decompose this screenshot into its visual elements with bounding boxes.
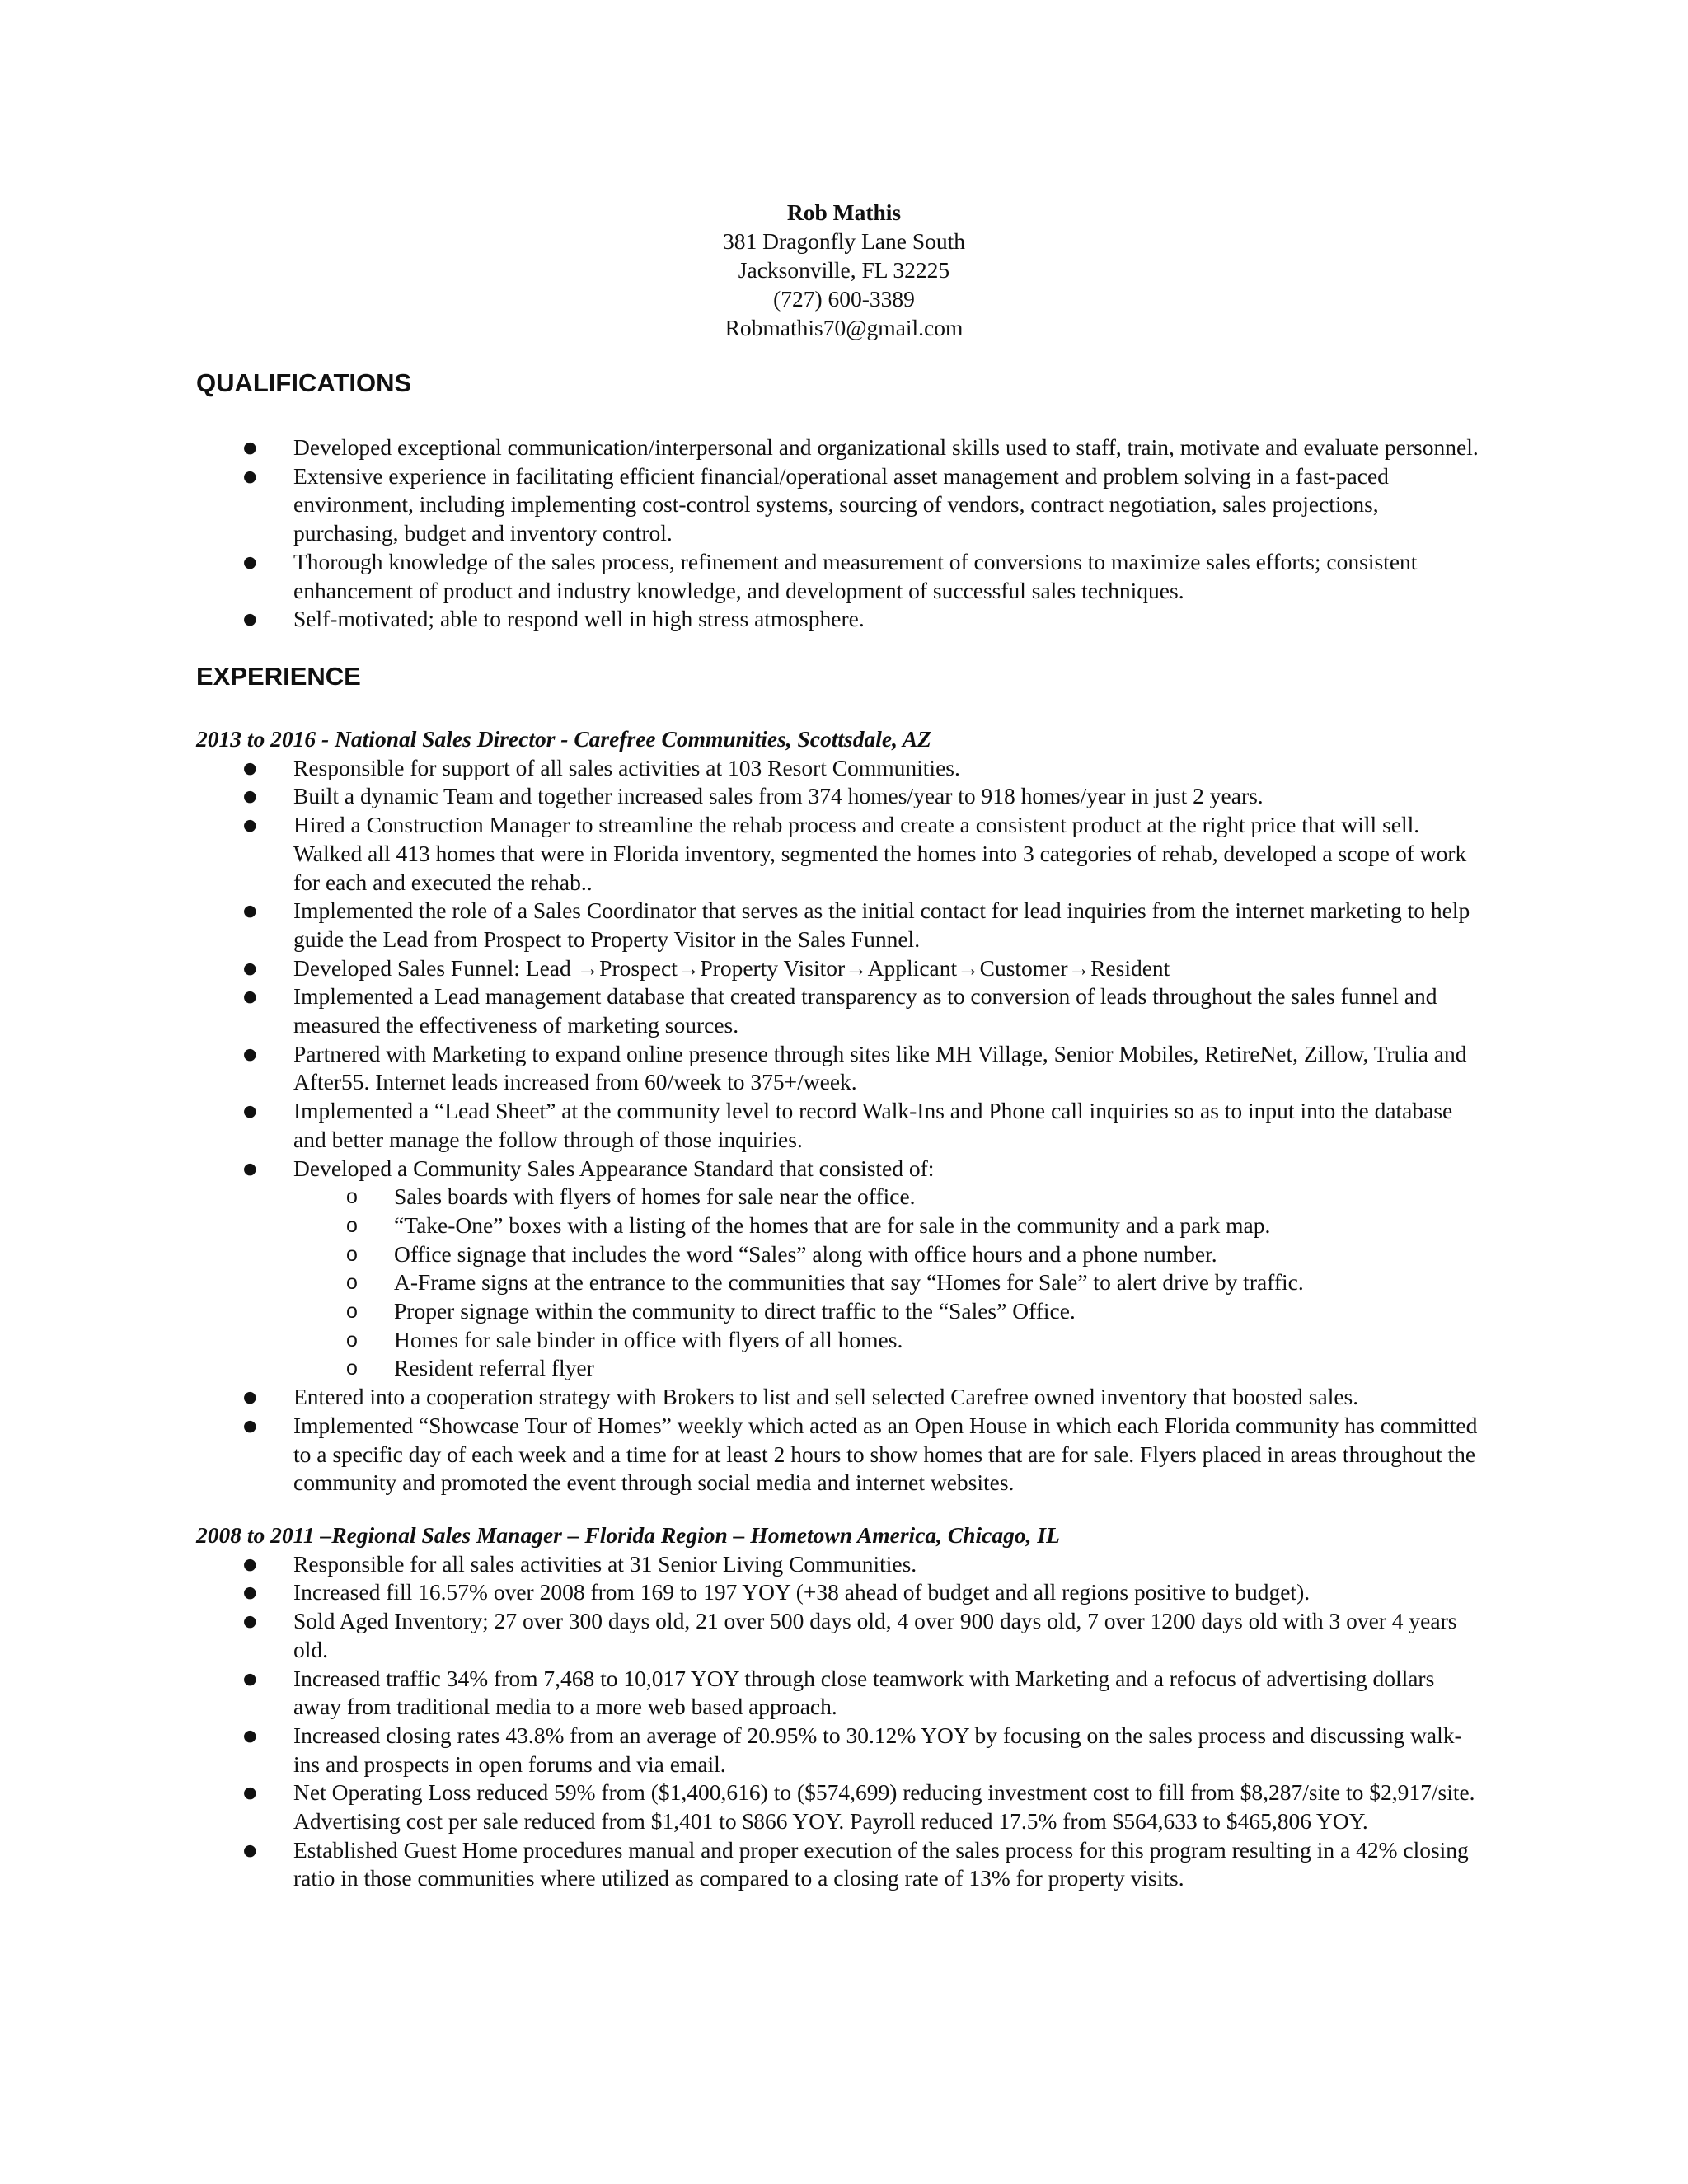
standard-item: o “Take-One” boxes with a listing of the homes that are for sale in the community and a park map.	[196, 1212, 1482, 1240]
appearance-standard-list	[196, 1183, 1482, 1383]
job-title: 2013 to 2016 - National Sales Director - Carefree Communities, Scottsdale, AZ	[196, 726, 931, 752]
job-bullet: ● Sold Aged Inventory; 27 over 300 days old, 21 over 500 days old, 4 over 900 days old, 7 over 1200 days old with 3 over 4 years old.	[196, 1607, 1482, 1664]
job-bullet: ● Hired a Construction Manager to streamline the rehab process and create a consistent product at the right price that will sell. Walked all 413 homes that were in Florida inventory, segmented the homes into 3 categories of rehab, developed a scope of work for each and executed the rehab..	[196, 811, 1482, 897]
standard-item: o Resident referral flyer	[196, 1354, 1482, 1383]
email-address: Robmathis70@gmail.com	[724, 315, 964, 340]
city-state-zip: Jacksonville, FL 32225	[738, 257, 950, 283]
job-bullets	[196, 1550, 1482, 1893]
job-bullet: ● Established Guest Home procedures manual and proper execution of the sales process for this program resulting in a 42% closing ratio in those communities where utilized as compared to a closing rate of 13% for property visits.	[196, 1836, 1482, 1893]
job-bullets	[196, 754, 1482, 1183]
phone-number: (727) 600-3389	[773, 286, 915, 312]
job-bullet: ● Implemented “Showcase Tour of Homes” weekly which acted as an Open House in which each Florida community has committed to a specific day of each week and a time for at least 2 hours to show homes that are for sale. Flyers placed in areas throughout the community and promoted the event through social media and internet websites.	[196, 1412, 1482, 1497]
job-bullet: ● Entered into a cooperation strategy with Brokers to list and sell selected Carefree owned inventory that boosted sales.	[196, 1383, 1482, 1412]
job-bullet: ● Responsible for support of all sales activities at 103 Resort Communities.	[196, 754, 1482, 783]
standard-item: o Proper signage within the community to direct traffic to the “Sales” Office.	[196, 1297, 1482, 1326]
job-hometown	[196, 1521, 1482, 1893]
job-bullet: ● Built a dynamic Team and together increased sales from 374 homes/year to 918 homes/year in just 2 years.	[196, 782, 1482, 811]
standard-item: o Office signage that includes the word “Sales” along with office hours and a phone number.	[196, 1240, 1482, 1269]
job-title: 2008 to 2011 –Regional Sales Manager – Florida Region – Hometown America, Chicago, IL	[196, 1522, 1060, 1548]
job-bullet: ● Developed Sales Funnel: Lead →Prospect→Property Visitor→Applicant→Customer→Resident	[196, 954, 1482, 983]
standard-item: o Homes for sale binder in office with flyers of all homes.	[196, 1326, 1482, 1355]
job-bullet: ● Increased closing rates 43.8% from an average of 20.95% to 30.12% YOY by focusing on the sales process and discussing walk-ins and prospects in open forums and via email.	[196, 1722, 1482, 1779]
qualification-item: ● Thorough knowledge of the sales process, refinement and measurement of conversions to maximize sales efforts; consistent enhancement of product and industry knowledge, and development of successful sales techniques.	[196, 548, 1482, 605]
job-bullet: ● Increased fill 16.57% over 2008 from 169 to 197 YOY (+38 ahead of budget and all regions positive to budget).	[196, 1578, 1482, 1607]
job-bullet: ● Implemented a “Lead Sheet” at the community level to record Walk-Ins and Phone call inquiries so as to input into the database and better manage the follow through of those inquiries.	[196, 1097, 1482, 1154]
job-bullet: ● Developed a Community Sales Appearance Standard that consisted of:	[196, 1155, 1482, 1183]
job-bullet: ● Implemented a Lead management database that created transparency as to conversion of leads throughout the sales funnel and measured the effectiveness of marketing sources.	[196, 982, 1482, 1039]
qualifications-section	[196, 434, 1482, 634]
qualifications-heading: QUALIFICATIONS	[196, 368, 412, 397]
job-bullet: ● Implemented the role of a Sales Coordinator that serves as the initial contact for lead inquiries from the internet marketing to help guide the Lead from Prospect to Property Visitor in the Sales Funnel.	[196, 897, 1482, 954]
job-bullet: ● Partnered with Marketing to expand online presence through sites like MH Village, Senior Mobiles, RetireNet, Zillow, Trulia and After55. Internet leads increased from 60/week to 375+/week.	[196, 1040, 1482, 1097]
job-bullet: ● Net Operating Loss reduced 59% from ($1,400,616) to ($574,699) reducing investment cost to fill from $8,287/site to $2,917/site. Advertising cost per sale reduced from $1,401 to $866 YOY. Payroll reduced 17.5% from $564,633 to $465,806 YOY.	[196, 1779, 1482, 1835]
job-bullets-continued	[196, 1383, 1482, 1497]
qualification-item: ● Self-motivated; able to respond well in high stress atmosphere.	[196, 605, 1482, 634]
job-carefree	[196, 725, 1482, 1497]
standard-item: o Sales boards with flyers of homes for sale near the office.	[196, 1183, 1482, 1212]
contact-header	[0, 198, 1688, 342]
street-address: 381 Dragonfly Lane South	[722, 228, 966, 254]
candidate-name: Rob Mathis	[786, 199, 902, 225]
job-bullet: ● Responsible for all sales activities at 31 Senior Living Communities.	[196, 1550, 1482, 1579]
experience-heading: EXPERIENCE	[196, 662, 361, 691]
qualification-item: ● Extensive experience in facilitating efficient financial/operational asset management and problem solving in a fast-paced environment, including implementing cost-control systems, sourcing of vendors, contract negotiation, sales projections, purchasing, budget and inventory control.	[196, 462, 1482, 548]
job-bullet: ● Increased traffic 34% from 7,468 to 10,017 YOY through close teamwork with Marketing and a refocus of advertising dollars away from traditional media to a more web based approach.	[196, 1665, 1482, 1722]
qualifications-list	[196, 434, 1482, 634]
standard-item: o A-Frame signs at the entrance to the communities that say “Homes for Sale” to alert drive by traffic.	[196, 1268, 1482, 1297]
qualification-item: ● Developed exceptional communication/interpersonal and organizational skills used to staff, train, motivate and evaluate personnel.	[196, 434, 1482, 462]
